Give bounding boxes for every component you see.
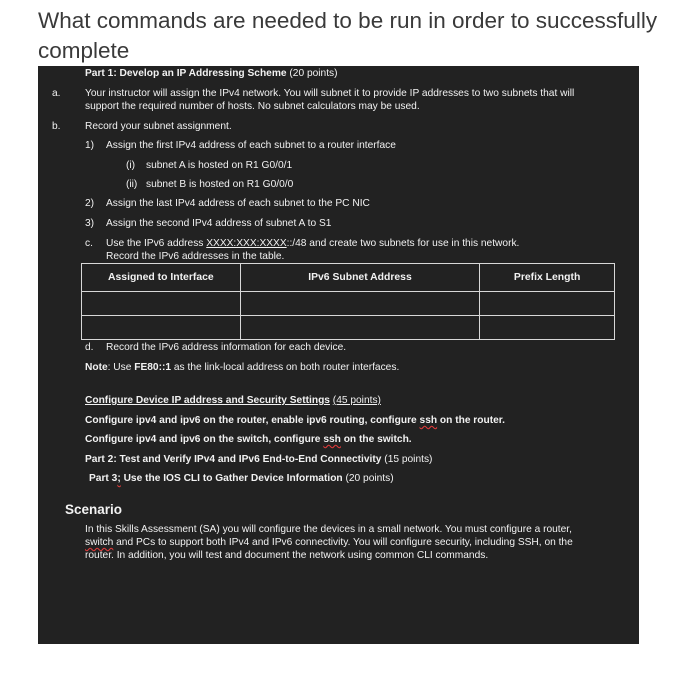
document-panel: [38, 66, 639, 644]
router-config-line: Configure ipv4 and ipv6 on the router, enable ipv6 routing, configure ssh on the router.: [85, 415, 506, 426]
item-b-text: Record your subnet assignment.: [85, 121, 232, 132]
note-line: Note: Use FE80::1 as the link-local address on both router interfaces.: [85, 362, 400, 373]
ipv6-placeholder-address: XXXX:XXX:XXXX: [206, 238, 287, 249]
item-b1i-marker: (i): [126, 160, 136, 171]
table-cell: [240, 292, 480, 316]
item-b1ii-marker: (ii): [126, 179, 138, 190]
item-c-text-line2: Record the IPv6 addresses in the table.: [106, 251, 285, 262]
item-b2-text: Assign the last IPv4 address of each subnet to the PC NIC: [106, 198, 370, 209]
note-label: Note: [85, 362, 108, 373]
table-row: [82, 292, 615, 316]
config-heading: Configure Device IP address and Security Settings (45 points): [85, 395, 381, 406]
switch-config-line: Configure ipv4 and ipv6 on the switch, configure ssh on the switch.: [85, 434, 412, 445]
table-header-cell: IPv6 Subnet Address: [240, 264, 480, 292]
item-b1i-text: subnet A is hosted on R1 G0/0/1: [146, 160, 293, 171]
table-cell: [480, 316, 615, 340]
item-b1-marker: 1): [85, 140, 95, 151]
item-a-text: Your instructor will assign the IPv4 network. You will subnet it to provide IP addresses to two subnets that will support the required number of hosts. No subnet calculators may be used.: [85, 88, 575, 112]
item-d-text: Record the IPv6 address information for each device.: [106, 342, 347, 353]
item-a-marker: a.: [52, 88, 61, 99]
item-d-marker: d.: [85, 342, 94, 353]
scenario-heading: Scenario: [65, 502, 123, 517]
item-c-text: Use the IPv6 address XXXX:XXX:XXXX::/48 and create two subnets for use in this network.: [106, 238, 520, 249]
table-cell: [240, 316, 480, 340]
scenario-text: In this Skills Assessment (SA) you will configure the devices in a small network. You must configure a router, switch and PCs to support both IPv4 and IPv6 connectivity. You will configure security, including SSH, on the router. In addition, you will test and document the network using common CLI commands.: [85, 524, 573, 561]
item-b1ii-text: subnet B is hosted on R1 G0/0/0: [146, 179, 294, 190]
part2-heading: Part 2: Test and Verify IPv4 and IPv6 End-to-End Connectivity (15 points): [85, 454, 433, 465]
item-b-marker: b.: [52, 121, 61, 132]
part1-heading: Part 1: Develop an IP Addressing Scheme (20 points): [85, 68, 338, 79]
table-header-cell: Assigned to Interface: [82, 264, 241, 292]
table-cell: [82, 292, 241, 316]
table-row: [82, 316, 615, 340]
table-header-cell: Prefix Length: [480, 264, 615, 292]
table-header-row: [82, 264, 615, 292]
question-title: What commands are needed to be run in order to successfully complete: [38, 8, 658, 63]
item-b2-marker: 2): [85, 198, 95, 209]
table-cell: [480, 292, 615, 316]
part3-heading: Part 3; Use the IOS CLI to Gather Device Information (20 points): [89, 473, 394, 484]
item-b3-marker: 3): [85, 218, 95, 229]
table-cell: [82, 316, 241, 340]
item-b3-text: Assign the second IPv4 address of subnet A to S1: [106, 218, 332, 229]
item-c-marker: c.: [85, 238, 93, 249]
link-local-address: FE80::1: [134, 362, 172, 373]
ipv6-table: [81, 263, 615, 340]
item-b1-text: Assign the first IPv4 address of each subnet to a router interface: [106, 140, 396, 151]
